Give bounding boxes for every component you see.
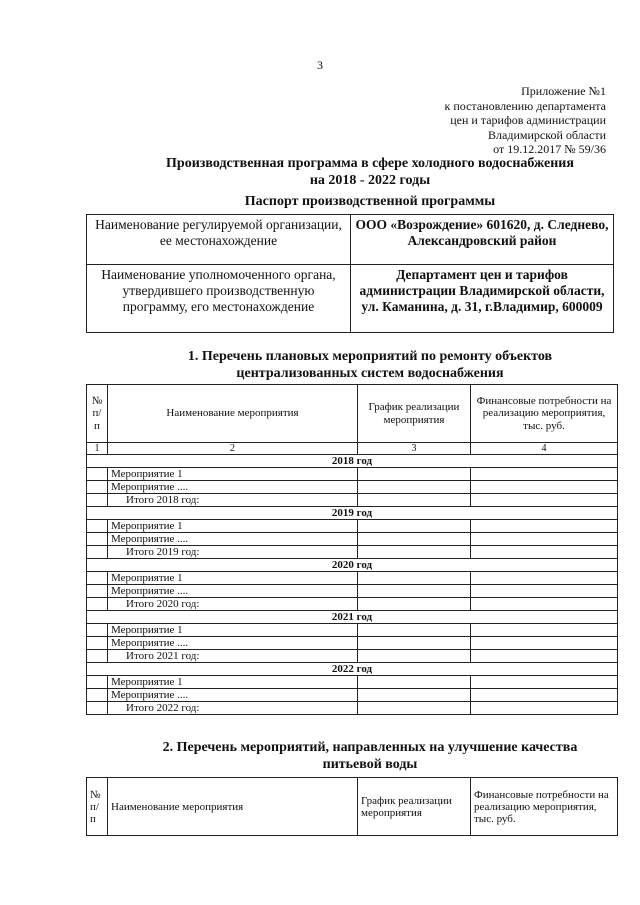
financing-cell — [471, 572, 618, 585]
column-number: 2 — [108, 443, 358, 455]
year-label: 2019 год — [87, 507, 618, 520]
total-row — [87, 546, 618, 559]
document-title-line: Производственная программа в сфере холодного водоснабжения — [166, 156, 574, 171]
measure-name: Мероприятие 1 — [108, 468, 358, 481]
number-cell — [87, 533, 108, 546]
measure-name: Мероприятие .... — [108, 689, 358, 702]
appendix-line: Владимирской области — [488, 127, 606, 142]
number-cell — [87, 585, 108, 598]
number-cell — [87, 598, 108, 611]
column-number-row — [87, 443, 618, 455]
year-row — [87, 611, 618, 624]
schedule-cell — [358, 702, 471, 715]
measure-name: Мероприятие .... — [108, 481, 358, 494]
number-cell — [87, 702, 108, 715]
year-row — [87, 455, 618, 468]
financing-cell — [471, 481, 618, 494]
total-label: Итого 2019 год: — [108, 546, 358, 559]
page-number: 3 — [317, 58, 323, 72]
year-row — [87, 559, 618, 572]
measure-row — [87, 533, 618, 546]
appendix-line: Приложение №1 — [521, 84, 606, 98]
total-row — [87, 598, 618, 611]
measure-name: Мероприятие 1 — [108, 676, 358, 689]
header-financing: Финансовые потребности на реализацию мероприятия, тыс. руб. — [471, 385, 618, 443]
section1-title — [0, 348, 640, 382]
number-cell — [87, 637, 108, 650]
section2-title-line: 2. Перечень мероприятий, направленных на улучшение качества — [162, 740, 578, 755]
financing-cell — [471, 637, 618, 650]
appendix-line: цен и тарифов администрации — [450, 113, 606, 127]
financing-cell — [471, 624, 618, 637]
financing-cell — [471, 494, 618, 507]
measure-name: Мероприятие 1 — [108, 572, 358, 585]
measure-row — [87, 520, 618, 533]
schedule-cell — [358, 520, 471, 533]
total-label: Итого 2018 год: — [108, 494, 358, 507]
schedule-cell — [358, 637, 471, 650]
repair-measures-table — [86, 384, 618, 715]
year-label: 2022 год — [87, 663, 618, 676]
header-number: № п/п — [87, 385, 108, 443]
measure-row — [87, 624, 618, 637]
financing-cell — [471, 468, 618, 481]
schedule-cell — [358, 533, 471, 546]
number-cell — [87, 650, 108, 663]
year-label: 2018 год — [87, 455, 618, 468]
year-row — [87, 663, 618, 676]
schedule-cell — [358, 494, 471, 507]
financing-cell — [471, 676, 618, 689]
appendix-line: к постановлению департамента — [444, 98, 606, 113]
passport-value: ООО «Возрождение» 601620, д. Следнево, Александровский район — [351, 215, 614, 265]
measure-row — [87, 585, 618, 598]
water-quality-measures-table — [86, 777, 618, 836]
measure-row — [87, 481, 618, 494]
schedule-cell — [358, 650, 471, 663]
table-header-row — [87, 385, 618, 443]
number-cell — [87, 624, 108, 637]
schedule-cell — [358, 598, 471, 611]
header-measure-name: Наименование мероприятия — [108, 385, 358, 443]
passport-label: Наименование уполномоченного органа, утвердившего производственную программу, его местонахождение — [87, 265, 351, 333]
document-title-line: на 2018 - 2022 годы — [309, 173, 431, 188]
total-row — [87, 702, 618, 715]
schedule-cell — [358, 572, 471, 585]
number-cell — [87, 572, 108, 585]
number-cell — [87, 689, 108, 702]
schedule-cell — [358, 585, 471, 598]
measure-row — [87, 689, 618, 702]
measure-row — [87, 637, 618, 650]
number-cell — [87, 676, 108, 689]
measure-name: Мероприятие .... — [108, 585, 358, 598]
total-row — [87, 650, 618, 663]
appendix-reference — [445, 84, 606, 157]
financing-cell — [471, 520, 618, 533]
passport-row — [87, 215, 614, 265]
measure-row — [87, 676, 618, 689]
section2-title-line: питьевой воды — [322, 757, 418, 772]
column-number: 3 — [358, 443, 471, 455]
passport-label: Наименование регулируемой организации, ее местонахождение — [87, 215, 351, 265]
financing-cell — [471, 702, 618, 715]
header-measure-name: Наименование мероприятия — [108, 778, 358, 836]
passport-value: Департамент цен и тарифов администрации Владимирской области, ул. Каманина, д. 31, г.Владимир, 600009 — [351, 265, 614, 333]
table-header-row — [87, 778, 618, 836]
financing-cell — [471, 533, 618, 546]
section1-title-line: 1. Перечень плановых мероприятий по ремонту объектов — [187, 349, 553, 364]
measure-row — [87, 572, 618, 585]
year-row — [87, 507, 618, 520]
financing-cell — [471, 650, 618, 663]
financing-cell — [471, 689, 618, 702]
header-schedule: График реализации мероприятия — [358, 778, 471, 836]
number-cell — [87, 546, 108, 559]
schedule-cell — [358, 676, 471, 689]
measure-name: Мероприятие 1 — [108, 520, 358, 533]
column-number: 4 — [471, 443, 618, 455]
number-cell — [87, 481, 108, 494]
column-number: 1 — [87, 443, 108, 455]
number-cell — [87, 468, 108, 481]
total-label: Итого 2020 год: — [108, 598, 358, 611]
total-label: Итого 2022 год: — [108, 702, 358, 715]
schedule-cell — [358, 546, 471, 559]
measure-name: Мероприятие .... — [108, 533, 358, 546]
header-schedule: График реализации мероприятия — [358, 385, 471, 443]
measure-row — [87, 468, 618, 481]
section1-title-line: централизованных систем водоснабжения — [236, 366, 504, 381]
passport-row — [87, 265, 614, 333]
schedule-cell — [358, 689, 471, 702]
passport-title: Паспорт производственной программы — [244, 194, 496, 209]
passport-table — [86, 214, 614, 333]
schedule-cell — [358, 481, 471, 494]
header-number: № п/п — [87, 778, 108, 836]
number-cell — [87, 520, 108, 533]
section2-title — [0, 739, 640, 773]
schedule-cell — [358, 624, 471, 637]
year-label: 2020 год — [87, 559, 618, 572]
document-title — [0, 155, 640, 189]
total-label: Итого 2021 год: — [108, 650, 358, 663]
financing-cell — [471, 585, 618, 598]
repair-measures-body — [87, 443, 618, 715]
total-row — [87, 494, 618, 507]
year-label: 2021 год — [87, 611, 618, 624]
number-cell — [87, 494, 108, 507]
financing-cell — [471, 546, 618, 559]
financing-cell — [471, 598, 618, 611]
appendix-line: от 19.12.2017 № 59/36 — [493, 142, 606, 156]
measure-name: Мероприятие 1 — [108, 624, 358, 637]
measure-name: Мероприятие .... — [108, 637, 358, 650]
header-financing: Финансовые потребности на реализацию мероприятия, тыс. руб. — [471, 778, 618, 836]
schedule-cell — [358, 468, 471, 481]
